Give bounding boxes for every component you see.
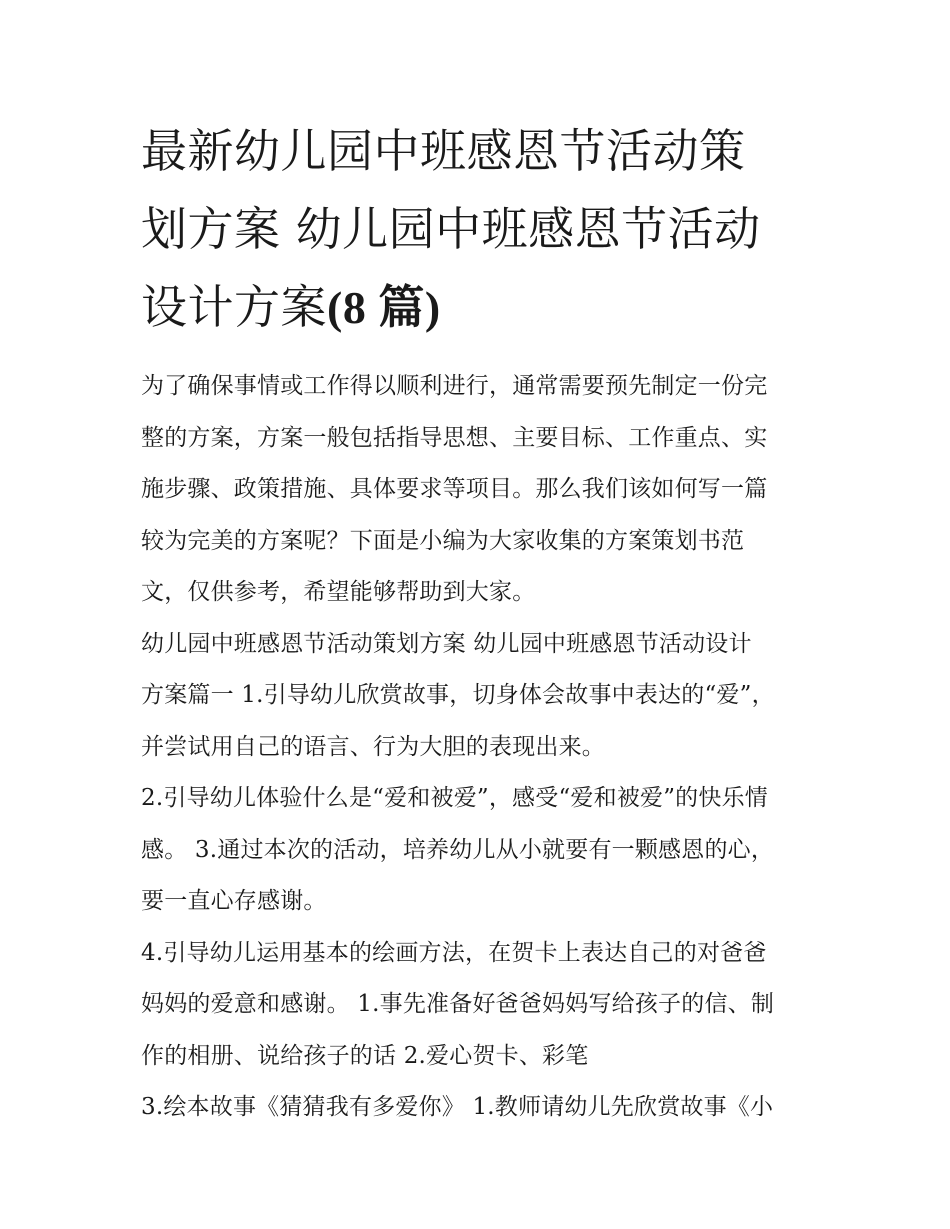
body-line: 要一直心存感谢。 xyxy=(141,888,327,914)
body-line: 2.引导幼儿体验什么是“爱和被爱”，感受“爱和被爱”的快乐情 xyxy=(141,785,768,811)
body-line: 3.绘本故事《猜猜我有多爱你》 1.教师请幼儿先欣赏故事《小 xyxy=(141,1094,774,1120)
document-page xyxy=(141,112,813,1134)
body-line: 较为完美的方案呢？下面是小编为大家收集的方案策划书范 xyxy=(141,527,745,554)
body-line: 妈妈的爱意和感谢。 1.事先准备好爸爸妈妈写给孩子的信、制 xyxy=(141,991,775,1017)
title-line xyxy=(141,268,813,347)
document-title xyxy=(141,112,813,347)
body-line: 作的相册、说给孩子的话 2.爱心贺卡、彩笔 xyxy=(141,1042,589,1069)
body-line: 为了确保事情或工作得以顺利进行，通常需要预先制定一份完 xyxy=(141,373,768,399)
body-line: 方案篇一 1.引导幼儿欣赏故事，切身体会故事中表达的“爱”， xyxy=(141,682,775,708)
body-line: 幼儿园中班感恩节活动策划方案 幼儿园中班感恩节活动设计 xyxy=(141,630,752,657)
body-line: 文，仅供参考，希望能够帮助到大家。 xyxy=(141,579,536,605)
body-line: 整的方案，方案一般包括指导思想、主要目标、工作重点、实 xyxy=(141,424,768,451)
title-line: 最新幼儿园中班感恩节活动策 xyxy=(141,124,746,178)
body-line: 施步骤、政策措施、具体要求等项目。那么我们该如何写一篇 xyxy=(141,476,768,502)
title-line-text: 设计方案 xyxy=(141,280,327,334)
body-line: 4.引导幼儿运用基本的绘画方法，在贺卡上表达自己的对爸爸 xyxy=(141,939,767,966)
document-body xyxy=(141,361,813,1134)
body-line: 感。 3.通过本次的活动，培养幼儿从小就要有一颗感恩的心， xyxy=(141,836,775,863)
title-line: 划方案 幼儿园中班感恩节活动 xyxy=(141,202,761,256)
title-count: (8 篇) xyxy=(327,282,441,333)
body-line: 并尝试用自己的语言、行为大胆的表现出来。 xyxy=(141,733,605,760)
